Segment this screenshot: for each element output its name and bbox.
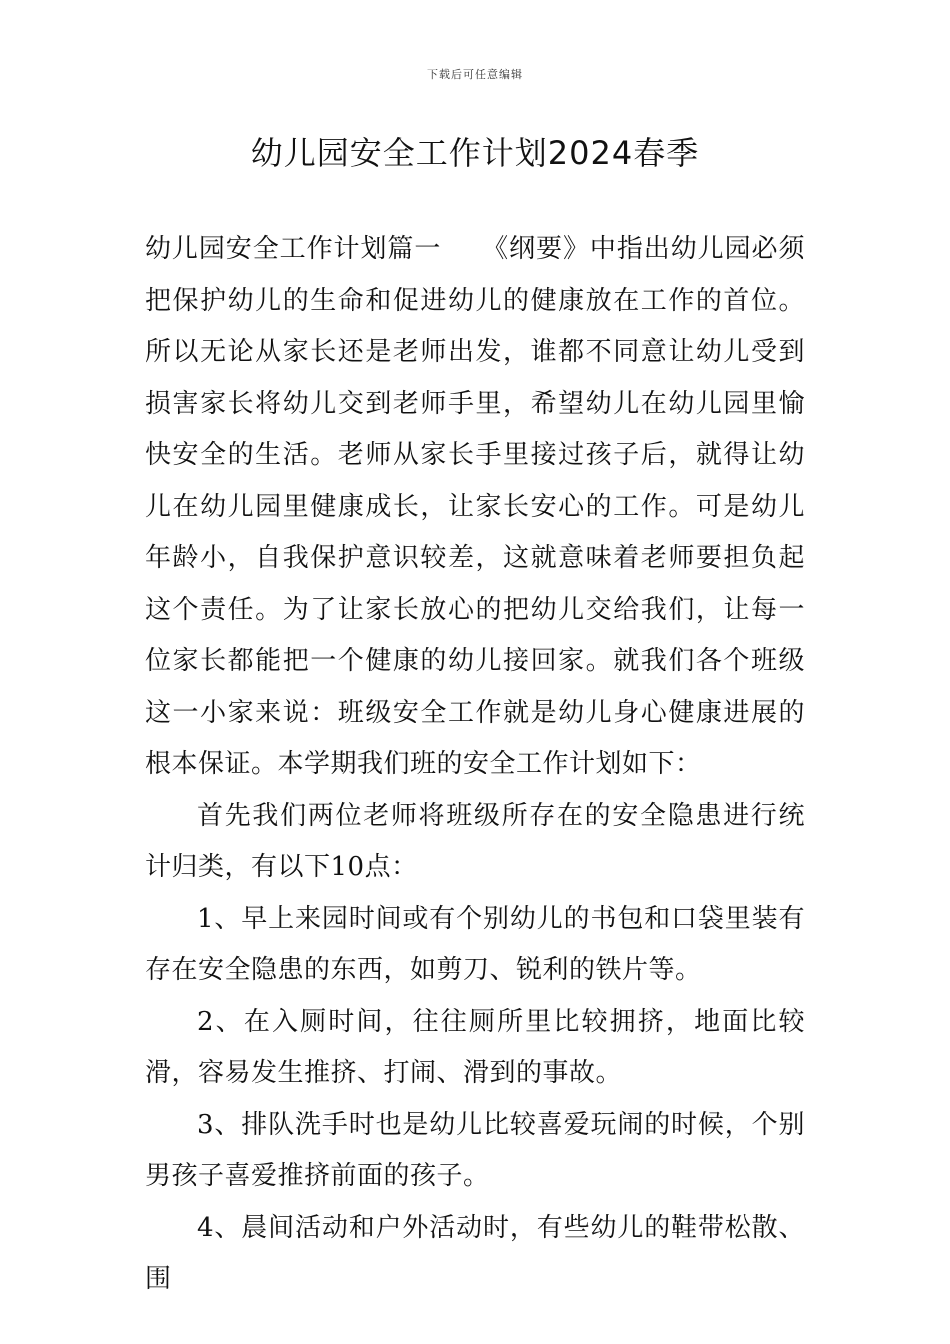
document-body (145, 224, 805, 1306)
paragraph-item-1: 1、早上来园时间或有个别幼儿的书包和口袋里装有存在安全隐患的东西，如剪刀、锐利的铁片等。 (145, 903, 805, 985)
header-note: 下载后可任意编辑 (427, 68, 523, 81)
paragraph-item-4: 4、晨间活动和户外活动时，有些幼儿的鞋带松散、围 (145, 1212, 805, 1294)
paragraph-item-3: 3、排队洗手时也是幼儿比较喜爱玩闹的时候，个别男孩子喜爱推挤前面的孩子。 (145, 1109, 805, 1191)
paragraph-summary: 首先我们两位老师将班级所存在的安全隐患进行统计归类，有以下10点： (145, 800, 805, 882)
document-title: 幼儿园安全工作计划2024春季 (250, 134, 700, 172)
paragraph-intro: 幼儿园安全工作计划篇一 《纲要》中指出幼儿园必须把保护幼儿的生命和促进幼儿的健康放在工作的首位。所以无论从家长还是老师出发，谁都不同意让幼儿受到损害家长将幼儿交到老师手里，希望幼儿在幼儿园里愉快安全的生活。老师从家长手里接过孩子后，就得让幼儿在幼儿园里健康成长，让家长安心的工作。可是幼儿年龄小，自我保护意识较差，这就意味着老师要担负起这个责任。为了让家长放心的把幼儿交给我们，让每一位家长都能把一个健康的幼儿接回家。就我们各个班级这一小家来说：班级安全工作就是幼儿身心健康进展的根本保证。本学期我们班的安全工作计划如下： (145, 234, 805, 779)
paragraph-item-2: 2、在入厕时间，往往厕所里比较拥挤，地面比较滑，容易发生推挤、打闹、滑到的事故。 (145, 1006, 805, 1088)
